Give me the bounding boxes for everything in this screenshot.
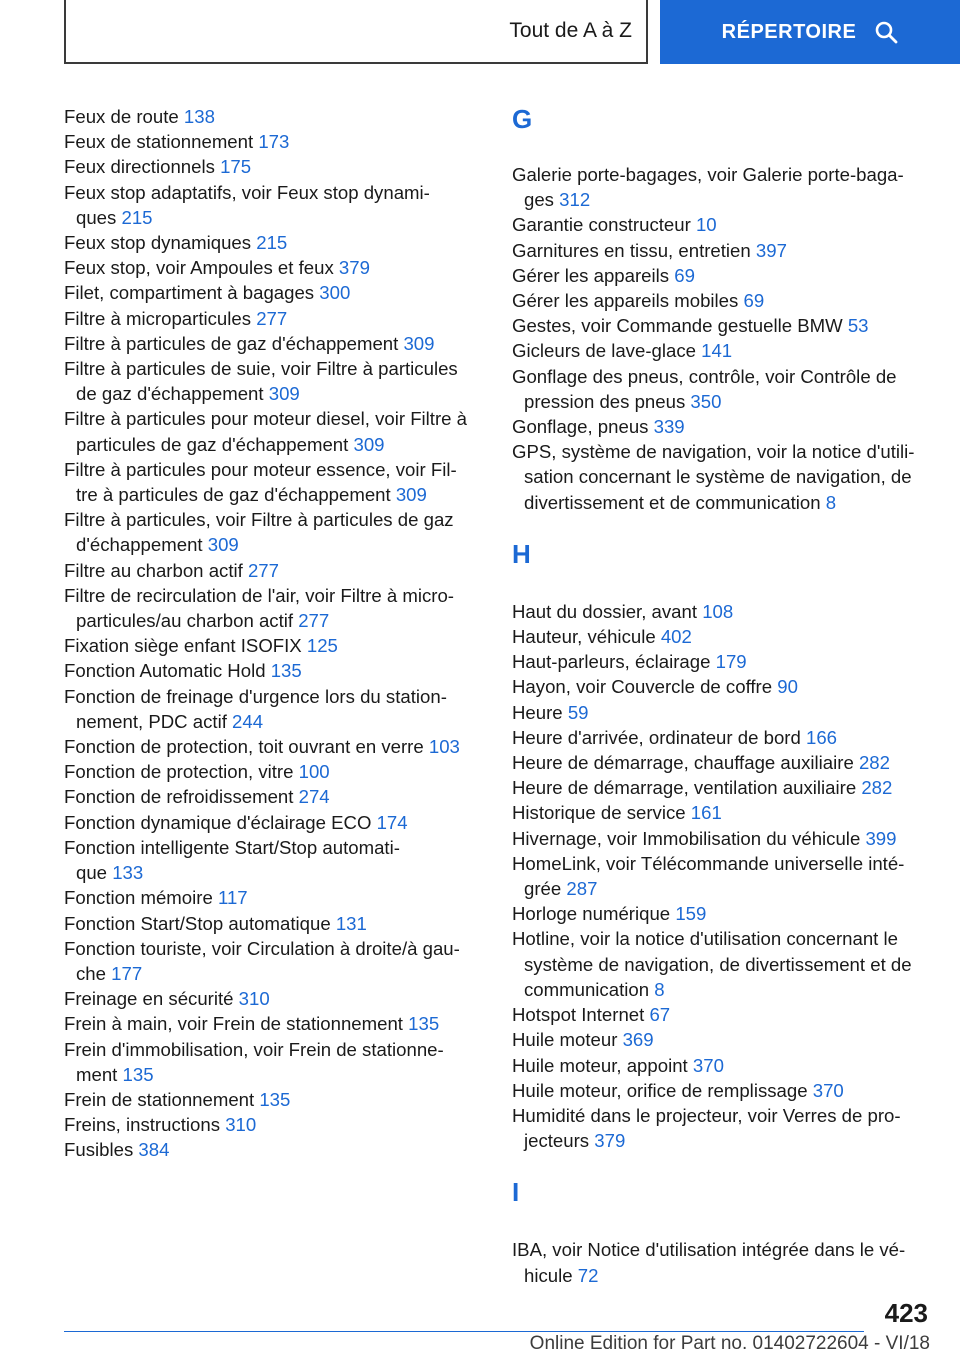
page-link[interactable]: 159 [675, 903, 707, 925]
index-entry-text: Gérer les appareils mobiles [512, 290, 744, 312]
index-entry-text: Hauteur, véhicule [512, 626, 661, 648]
index-entry [512, 414, 932, 439]
page-link[interactable]: 108 [702, 600, 734, 622]
page-link[interactable]: 161 [690, 802, 722, 824]
index-entry-text: Fonction Automatic Hold [64, 660, 271, 682]
page-link[interactable]: 384 [138, 1139, 170, 1161]
page-link[interactable]: 141 [701, 340, 733, 362]
page-link[interactable]: 350 [690, 390, 722, 412]
page-link[interactable]: 179 [715, 651, 747, 673]
index-entry-text: Frein à main, voir Frein de stationnement [64, 1013, 409, 1035]
search-icon [874, 20, 898, 44]
index-entry [512, 263, 932, 288]
index-column-right [512, 104, 932, 1288]
index-entry [64, 180, 488, 230]
index-entry-text: Fonction Start/Stop automatique [64, 912, 336, 934]
index-entry [512, 288, 932, 313]
page-link[interactable]: 309 [403, 332, 435, 354]
page-link[interactable]: 215 [256, 232, 288, 254]
index-entry-text: Fonction de protection, toit ouvrant en verre [64, 736, 429, 758]
index-entry [512, 725, 932, 750]
index-entry [512, 313, 932, 338]
page-link[interactable]: 215 [121, 206, 153, 228]
index-entry-text: communication [524, 978, 655, 1000]
page-link[interactable]: 402 [660, 626, 692, 648]
index-entry-text: Filtre de recirculation de l'air, voir Filtre à micro‐ [64, 584, 454, 606]
index-entry-text: Gonflage, pneus [512, 416, 654, 438]
index-entry-text: Haut-parleurs, éclairage [512, 651, 716, 673]
index-entry [512, 599, 932, 624]
index-entry-text: Feux directionnels [64, 156, 221, 178]
index-entry [64, 1037, 488, 1087]
page-link[interactable]: 309 [207, 534, 239, 556]
index-entry-text: grée [524, 878, 567, 900]
index-entry [512, 238, 932, 263]
page-link[interactable]: 287 [566, 878, 598, 900]
page-link[interactable]: 310 [238, 988, 270, 1010]
footer-edition: Online Edition for Part no. 01402722604 - VI/18 [529, 1333, 930, 1354]
footer-divider [64, 1331, 864, 1332]
index-entry [512, 674, 932, 699]
index-entry [64, 558, 488, 583]
page-link[interactable]: 59 [567, 701, 589, 723]
page-number: 423 [884, 1298, 928, 1328]
tab-a-to-z[interactable] [64, 0, 648, 64]
page-link[interactable]: 103 [428, 736, 460, 758]
index-entry-text: IBA, voir Notice d'utilisation intégrée dans le vé‐ [512, 1239, 906, 1261]
index-entry [512, 649, 932, 674]
index-entry-text: nement, PDC actif [76, 710, 233, 732]
page-link[interactable]: 244 [232, 710, 264, 732]
index-entry-text: GPS, système de navigation, voir la notice d'utili‐ [512, 441, 915, 463]
index-entry [512, 800, 932, 825]
index-entry-text: Heure d'arrivée, ordinateur de bord [512, 726, 806, 748]
page-link[interactable]: 133 [112, 862, 144, 884]
section-letter: H [512, 538, 531, 569]
index-entry-text: particules/au charbon actif [76, 610, 299, 632]
section-letter: G [512, 104, 533, 134]
index-entry-text: Filtre à particules pour moteur diesel, voir Filtre à [64, 408, 468, 430]
page-link[interactable]: 339 [653, 416, 685, 438]
index-entry-text: Fonction touriste, voir Circulation à droite/à gau‐ [64, 937, 460, 959]
index-entry-text: pression des pneus [524, 390, 691, 412]
index-entry [64, 1011, 488, 1036]
index-entry-text: hicule [524, 1264, 578, 1286]
page-link[interactable]: 277 [256, 307, 288, 329]
index-entry-text: Feux de stationnement [64, 131, 259, 153]
index-entry [64, 129, 488, 154]
page-link[interactable]: 300 [319, 282, 351, 304]
index-entry [64, 331, 488, 356]
index-entry-text: Huile moteur [512, 1029, 623, 1051]
index-entry-text: Frein de stationnement [64, 1088, 260, 1110]
index-entry-text: Fonction de freinage d'urgence lors du station‐ [64, 685, 447, 707]
index-entry [512, 775, 932, 800]
page-link[interactable]: 135 [270, 660, 302, 682]
page-link[interactable]: 277 [298, 610, 330, 632]
page-link[interactable]: 397 [755, 239, 787, 261]
page-link[interactable]: 100 [298, 761, 330, 783]
page-link[interactable]: 309 [395, 484, 427, 506]
page-link[interactable]: 90 [777, 676, 798, 698]
index-entry-text: Freins, instructions [64, 1114, 226, 1136]
index-entry-text: Garnitures en tissu, entretien [512, 239, 756, 261]
index-entry-text: ment [76, 1063, 123, 1085]
index-entry-text: Filtre à particules, voir Filtre à particules de gaz [64, 509, 454, 531]
index-entry [512, 624, 932, 649]
index-entry [64, 457, 488, 507]
index-entry-text: HomeLink, voir Télécommande universelle inté‐ [512, 852, 905, 874]
index-column-left [64, 104, 488, 1163]
index-entry-text: particules de gaz d'échappement [76, 433, 354, 455]
index-entry [512, 364, 932, 414]
index-entry-text: Garantie constructeur [512, 214, 696, 236]
index-entry [512, 750, 932, 775]
index-entry-text: tre à particules de gaz d'échappement [76, 484, 396, 506]
index-entry-text: Huile moteur, appoint [512, 1054, 693, 1076]
index-entry-text: Hotspot Internet [512, 1004, 650, 1026]
page-link[interactable]: 135 [122, 1063, 154, 1085]
index-entry-text: Fonction de protection, vitre [64, 761, 299, 783]
index-entry-text: Filtre à microparticules [64, 307, 257, 329]
index-entry-text: Hivernage, voir Immobilisation du véhicule [512, 827, 866, 849]
index-entry-text: Hayon, voir Couvercle de coffre [512, 676, 778, 698]
page-link[interactable]: 379 [338, 257, 370, 279]
index-entry [64, 885, 488, 910]
tab-index-label: RÉPERTOIRE [721, 20, 857, 43]
section-letter: I [512, 1177, 520, 1208]
index-entry [64, 784, 488, 809]
page-link[interactable]: 277 [247, 559, 279, 581]
page-link[interactable]: 369 [622, 1029, 654, 1051]
page-link[interactable]: 117 [217, 887, 248, 909]
page-link[interactable]: 69 [743, 290, 765, 312]
page-link[interactable]: 10 [695, 214, 717, 236]
index-entry-text: système de navigation, de divertissement et de [524, 953, 912, 975]
index-entry [512, 1078, 932, 1103]
index-entry-text: Fonction de refroidissement [64, 786, 299, 808]
index-entry-text: Galerie porte-bagages, voir Galerie porte-baga‐ [512, 164, 904, 185]
index-entry [64, 684, 488, 734]
index-entry [64, 280, 488, 305]
page-link[interactable]: 67 [649, 1004, 671, 1026]
page-link[interactable]: 379 [594, 1130, 626, 1152]
page-link[interactable]: 370 [812, 1079, 844, 1101]
index-entry-text: Gérer les appareils [512, 264, 675, 286]
index-entry [512, 901, 932, 926]
index-entry-text: Fonction intelligente Start/Stop automati‐ [64, 836, 400, 858]
page-link[interactable]: 175 [220, 156, 252, 178]
index-entry [512, 1002, 932, 1027]
index-entry [64, 633, 488, 658]
index-entry-text: Gicleurs de lave-glace [512, 340, 702, 362]
tab-index[interactable] [660, 0, 960, 64]
page-link[interactable]: 370 [692, 1054, 724, 1076]
index-entry [64, 356, 488, 406]
page-link[interactable]: 274 [298, 786, 330, 808]
index-entry [512, 338, 932, 363]
index-entry-text: Fusibles [64, 1139, 139, 1161]
index-entry-text: Horloge numérique [512, 903, 676, 925]
index-entry-text: ges [524, 189, 560, 211]
index-entry-text: Hotline, voir la notice d'utilisation concernant le [512, 928, 898, 950]
index-entry-text: que [76, 862, 113, 884]
index-entry-text: d'échappement [76, 534, 208, 556]
index-entry-text: Heure [512, 701, 568, 723]
page-link[interactable]: 174 [376, 811, 408, 833]
page-link[interactable]: 309 [268, 383, 300, 405]
index-entry [64, 810, 488, 835]
index-entry [64, 986, 488, 1011]
index-entry-text: Historique de service [512, 802, 691, 824]
index-entry-text: Filtre au charbon actif [64, 559, 248, 581]
index-entry-text: Feux stop, voir Ampoules et feux [64, 257, 339, 279]
index-entry [64, 306, 488, 331]
page-link[interactable]: 166 [806, 726, 838, 748]
index-entry [512, 212, 932, 237]
index-entry [512, 162, 932, 212]
page-link[interactable]: 310 [225, 1114, 257, 1136]
page-link[interactable]: 135 [259, 1088, 291, 1110]
index-entry-text: Filet, compartiment à bagages [64, 282, 320, 304]
index-entry-text: Huile moteur, orifice de remplissage [512, 1079, 813, 1101]
page-link[interactable]: 173 [258, 131, 290, 153]
index-entry [64, 658, 488, 683]
index-entry-text: jecteurs [524, 1130, 595, 1152]
index-entry-text: Fixation siège enfant ISOFIX [64, 635, 307, 657]
index-entry [64, 759, 488, 784]
index-entry [512, 439, 932, 515]
index-entry [64, 936, 488, 986]
index-entry [64, 255, 488, 280]
index-entry [64, 1112, 488, 1137]
index-entry-text: Filtre à particules de gaz d'échappement [64, 332, 404, 354]
page-link[interactable]: 53 [847, 315, 869, 337]
page-link[interactable]: 312 [559, 189, 591, 211]
index-entry-text: Gonflage des pneus, contrôle, voir Contrôle de [512, 365, 897, 387]
page-link[interactable]: 138 [183, 106, 215, 127]
page-link[interactable]: 131 [335, 912, 367, 934]
index-entry-text: Humidité dans le projecteur, voir Verres de pro‐ [512, 1104, 901, 1126]
page-link[interactable]: 125 [306, 635, 338, 657]
page-link[interactable]: 8 [825, 491, 837, 513]
index-entry-text: sation concernant le système de navigation, de [524, 466, 912, 488]
index-entry [64, 230, 488, 255]
page-link[interactable]: 309 [353, 433, 385, 455]
index-entry-text: Feux stop adaptatifs, voir Feux stop dynami‐ [64, 181, 430, 203]
index-entry-text: Frein d'immobilisation, voir Frein de stationne‐ [64, 1038, 444, 1060]
index-entry-text: de gaz d'échappement [76, 383, 269, 405]
page-link[interactable]: 69 [674, 264, 695, 286]
index-entry [512, 700, 932, 725]
index-entry [64, 1087, 488, 1112]
index-entry [64, 104, 488, 129]
index-entry-text: divertissement et de communication [524, 491, 826, 513]
index-entry [64, 583, 488, 633]
page-link[interactable]: 177 [111, 962, 143, 984]
index-entry-text: Feux de route [64, 106, 184, 127]
index-entry [64, 1137, 488, 1162]
index-entry [64, 911, 488, 936]
index-entry-text: Haut du dossier, avant [512, 600, 703, 622]
index-entry [512, 1103, 932, 1153]
page-link[interactable]: 282 [858, 752, 890, 774]
index-entry [512, 826, 932, 851]
index-entry [64, 154, 488, 179]
index-entry-text: Filtre à particules de suie, voir Filtre à particules [64, 358, 458, 380]
index-entry [512, 926, 932, 1002]
index-entry [512, 851, 932, 901]
index-entry-text: Heure de démarrage, ventilation auxiliaire [512, 777, 862, 799]
index-entry [512, 1053, 932, 1078]
index-entry-text: ques [76, 206, 122, 228]
index-entry [64, 835, 488, 885]
index-entry-text: Fonction dynamique d'éclairage ECO [64, 811, 377, 833]
index-entry-text: che [76, 962, 112, 984]
index-entry [64, 734, 488, 759]
index-entry [64, 507, 488, 557]
page-link[interactable]: 8 [654, 978, 665, 1000]
index-entry [64, 406, 488, 456]
index-entry [512, 1027, 932, 1052]
index-entry-text: Fonction mémoire [64, 887, 218, 909]
page-link[interactable]: 399 [865, 827, 897, 849]
index-entry-text: Gestes, voir Commande gestuelle BMW [512, 315, 848, 337]
page-link[interactable]: 282 [861, 777, 893, 799]
index-entry-text: Feux stop dynamiques [64, 232, 257, 254]
page-link[interactable]: 72 [577, 1264, 599, 1286]
index-entry-text: Freinage en sécurité [64, 988, 239, 1010]
tab-a-to-z-label: Tout de A à Z [509, 19, 632, 42]
index-entry [512, 1237, 932, 1287]
page-link[interactable]: 135 [408, 1013, 440, 1035]
index-entry-text: Filtre à particules pour moteur essence, voir Fil‐ [64, 458, 457, 480]
index-entry-text: Heure de démarrage, chauffage auxiliaire [512, 752, 859, 774]
